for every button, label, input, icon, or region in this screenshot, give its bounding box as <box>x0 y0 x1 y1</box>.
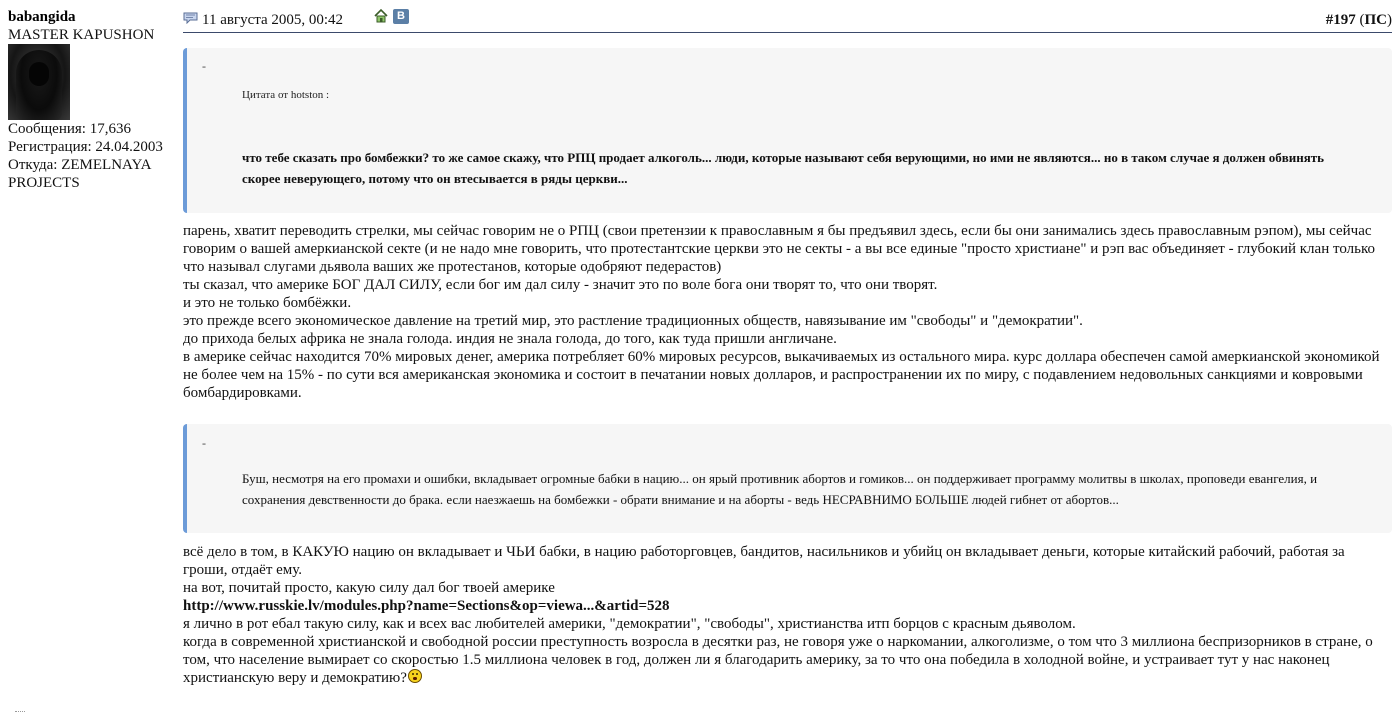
post-number <box>1326 10 1392 30</box>
post-header <box>183 8 1392 33</box>
avatar-face <box>29 62 49 86</box>
post-body-part-1 <box>183 222 1392 402</box>
post-number-open: ( <box>1355 12 1365 28</box>
user-registration-date: Регистрация: 24.04.2003 <box>8 139 163 155</box>
quote-text: что тебе сказать про бомбежки? то же самое скажу, что РПЦ продает алкоголь... люди, которые называют себя верующими, но ими не являются... но в таком случае я должен обвинять скорее неверующего, потому что он втесывается в ряды церкви... <box>242 150 1325 186</box>
quote-author: Цитата от hotston : <box>242 89 330 101</box>
avatar <box>8 44 70 120</box>
quote-dash: - <box>202 436 206 450</box>
post-number-value[interactable]: #197 <box>1325 12 1356 28</box>
user-post-count: Сообщения: 17,636 <box>8 121 131 137</box>
article-link[interactable]: http://www.russkie.lv/modules.php?name=Sections&op=viewa...&artid=528 <box>183 598 670 614</box>
post-number-tag[interactable]: ПС <box>1364 12 1387 28</box>
angry-smiley-icon <box>408 669 422 683</box>
vk-icon[interactable]: В <box>393 9 409 24</box>
quote-block <box>183 424 1392 533</box>
quote-block <box>183 48 1392 213</box>
post-date: 11 августа 2005, 00:42 <box>202 12 344 28</box>
home-icon[interactable] <box>373 8 389 24</box>
forum-post <box>183 8 1392 687</box>
post-paragraph: до прихода белых африка не знала голода. индия не знала голода, до того, как туда пришли англичане. <box>183 331 837 347</box>
post-body-part-2 <box>183 543 1392 687</box>
post-paragraph: всё дело в том, в КАКУЮ нацию он вкладывает и ЧЬИ бабки, в нацию работорговцев, бандитов, насильников и убийц он вкладывает деньги, которые китайский рабочий, работая за гроши, отдаёт ему. <box>183 544 1345 578</box>
user-title: MASTER KAPUSHON <box>8 27 155 43</box>
post-paragraph: на вот, почитай просто, какую силу дал бог твоей америке <box>183 580 555 596</box>
post-paragraph: парень, хватит переводить стрелки, мы сейчас говорим не о РПЦ (свои претензии к православным я бы предъявил здесь, если бы они занимались здесь православным рэпом), мы сейчас говорим о вашей амеркианской секте (и не надо мне говорить, что протестантские церкви это не секты - а вы все единые "просто христиане" и рэп вас объединяет - глубокий клан только что называл слугами дьявола ваших же протестанов, которые одобряют педерастов) <box>183 223 1375 275</box>
quote-dash: - <box>202 59 206 73</box>
post-paragraph: и это не только бомбёжки. <box>183 295 352 311</box>
post-paragraph: в америке сейчас находится 70% мировых денег, америка потребляет 60% мировых ресурсов, выкачиваемых из остального мира. курс доллара обеспечен самой амеркианской экономикой не более чем на 15% - по сути вся американская экономика и состоит в печатании новых долларов, и распространении их по миру, с подавлением недовольных санкциями и ковровыми бомбардировками. <box>183 349 1380 401</box>
speech-bubble-icon <box>183 10 198 22</box>
user-location: Откуда: ZEMELNAYA PROJECTS <box>8 157 151 191</box>
post-paragraph-text: когда в современной христианской и свободной россии преступность возросла в десятки раз, не говоря уже о наркомании, алкоголизме, о том что 3 миллиона беспризорников в стране, о том, что население вымирает со скоростью 1.5 миллиона человек в год, должен ли я благодарить америку, за то что она победила в холодной войне, и устраивает тут у нас наконец христианскую веру и демократию? <box>183 634 1373 686</box>
quote-text: Буш, несмотря на его промахи и ошибки, вкладывает огромные бабки в нацию... он ярый противник абортов и гомиков... он поддерживает программу молитвы в школах, проповеди евангелия, и сохранения девственности до брака. если наезжаешь на бомбежки - обрати внимание и на аборты - ведь НЕСРАВНИМО БОЛЬШЕ людей гибнет от абортов... <box>242 471 1318 507</box>
username[interactable]: babangida <box>8 9 76 25</box>
post-paragraph: ты сказал, что америке БОГ ДАЛ СИЛУ, если бог им дал силу - значит это по воле бога они творят то, что они творят. <box>183 277 938 293</box>
user-sidebar <box>8 8 180 192</box>
divider <box>15 711 25 714</box>
post-paragraph: это прежде всего экономическое давление на третий мир, это растление традиционных обществ, навязывание им "свободы" и "демократии". <box>183 313 1083 329</box>
post-number-close: ) <box>1387 12 1392 28</box>
post-paragraph <box>183 633 1392 687</box>
post-paragraph: я лично в рот ебал такую силу, как и всех вас любителей америки, "демократии", "свободы", христианства итп борцов с красным дьяволом. <box>183 616 1076 632</box>
